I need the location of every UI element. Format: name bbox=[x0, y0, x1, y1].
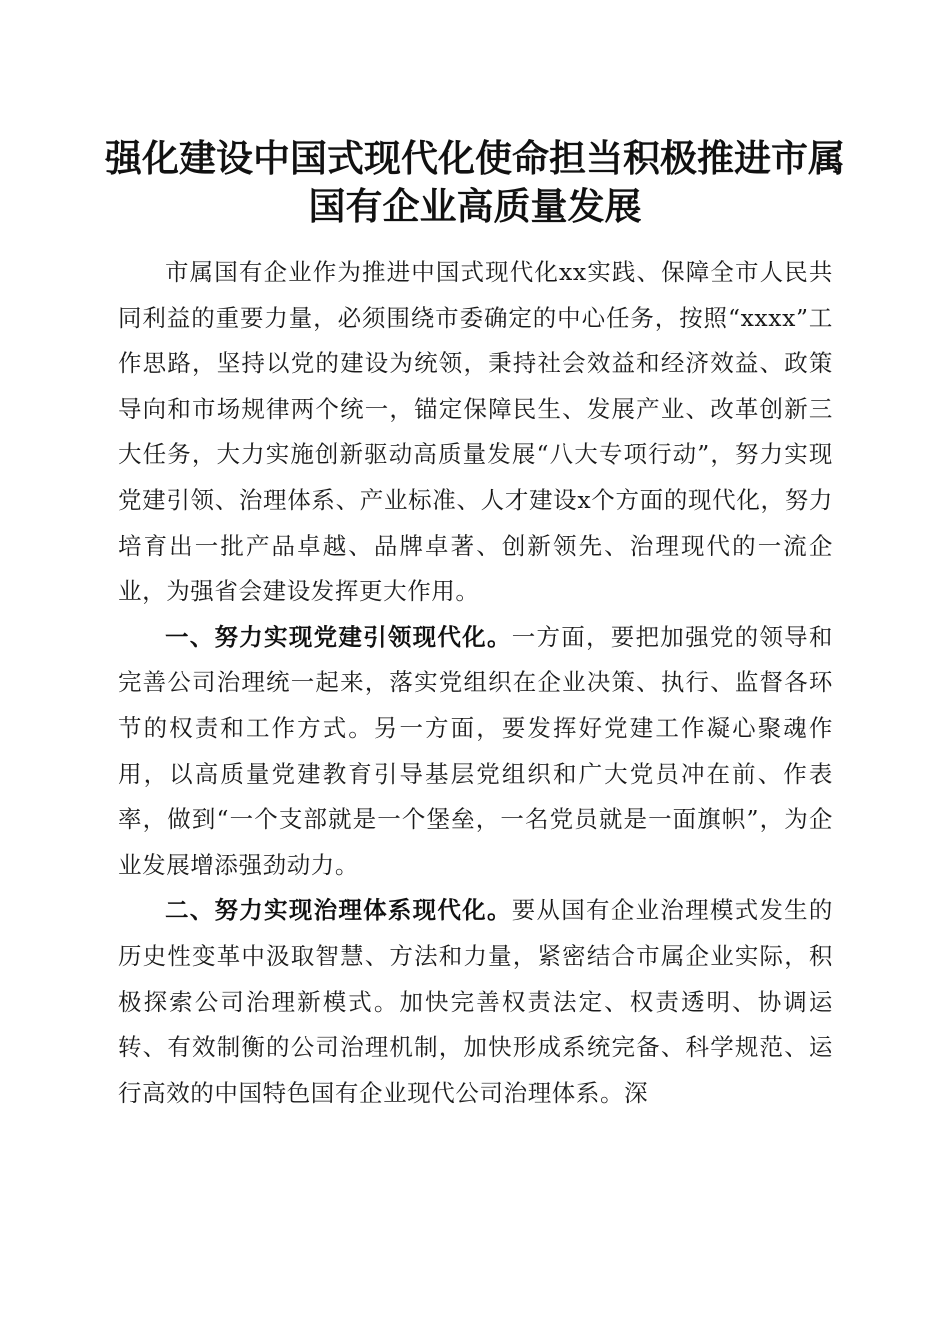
paragraph-text: 市属国有企业作为推进中国式现代化xx实践、保障全市人民共同利益的重要力量，必须围绕市委确定的中心任务，按照“xxxx”工作思路，坚持以党的建设为统领，秉持社会效益和经济效益、政策导向和市场规律两个统一，锚定保障民生、发展产业、改革创新三大任务，大力实施创新驱动高质量发展“八大专项行动”，努力实现党建引领、治理体系、产业标准、人才建设x个方面的现代化，努力培育出一批产品卓越、品牌卓著、创新领先、治理现代的一流企业，为强省会建设发挥更大作用。 bbox=[118, 258, 833, 606]
intro-paragraph bbox=[118, 250, 833, 615]
section-2-paragraph bbox=[118, 888, 833, 1116]
paragraph-text: 一方面，要把加强党的领导和完善公司治理统一起来，落实党组织在企业决策、执行、监督各环节的权责和工作方式。另一方面，要发挥好党建工作凝心聚魂作用，以高质量党建教育引导基层党组织和广大党员冲在前、作表率，做到“一个支部就是一个堡垒，一名党员就是一面旗帜”，为企业发展增添强劲动力。 bbox=[118, 622, 833, 879]
section-1-paragraph bbox=[118, 615, 833, 889]
paragraph-text: 要从国有企业治理模式发生的历史性变革中汲取智慧、方法和力量，紧密结合市属企业实际，积极探索公司治理新模式。加快完善权责法定、权责透明、协调运转、有效制衡的公司治理机制，加快形成系统完备、科学规范、运行高效的中国特色国有企业现代公司治理体系。深 bbox=[118, 896, 833, 1107]
document-title bbox=[100, 134, 850, 230]
title-line-1: 强化建设中国式现代化使命担当积极推进市属 bbox=[105, 136, 845, 180]
section-1-heading: 一、努力实现党建引领现代化。 bbox=[165, 622, 512, 651]
title-line-2: 国有企业高质量发展 bbox=[308, 184, 642, 228]
section-2-heading: 二、努力实现治理体系现代化。 bbox=[165, 896, 512, 925]
document-body bbox=[118, 250, 833, 1116]
